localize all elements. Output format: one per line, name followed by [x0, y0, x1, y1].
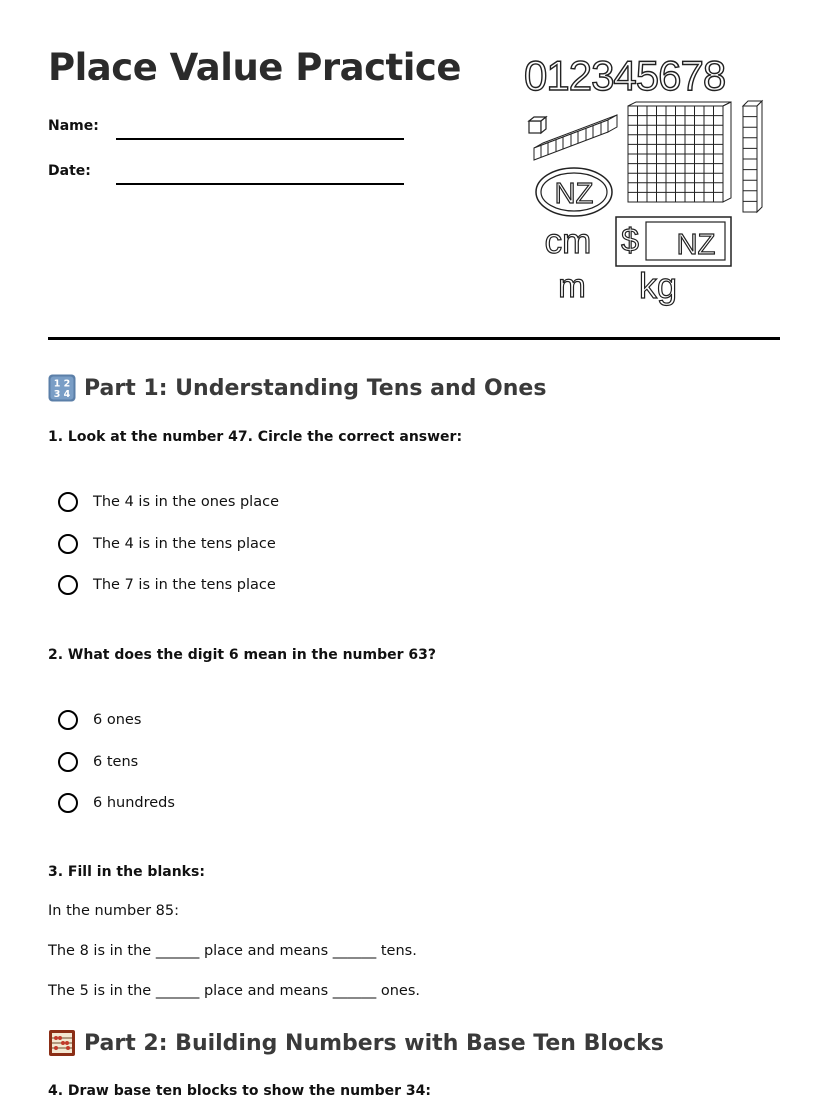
q1-option-3[interactable] [58, 575, 276, 595]
answer-circle[interactable] [58, 492, 78, 512]
answer-circle[interactable] [58, 752, 78, 772]
header-divider [48, 337, 780, 340]
q2-option-1[interactable] [58, 710, 141, 730]
vertical-rod-icon [743, 101, 762, 212]
question-3-prompt: 3. Fill in the blanks: [48, 864, 205, 880]
part2-heading-text: Part 2: Building Numbers with Base Ten Blocks [84, 1030, 664, 1056]
q2-option-1-label: 6 ones [93, 712, 142, 728]
part2-heading [48, 1029, 664, 1057]
answer-circle[interactable] [58, 534, 78, 554]
nz-coin-label: NZ [554, 178, 594, 210]
q2-option-2-label: 6 tens [93, 754, 139, 770]
q2-option-2[interactable] [58, 752, 138, 772]
unit-cube-icon [529, 117, 546, 133]
date-field[interactable] [116, 183, 404, 185]
numbers-keycap-icon [48, 374, 76, 402]
abacus-icon [48, 1029, 76, 1057]
q1-option-1-label: The 4 is in the ones place [93, 494, 279, 510]
name-field[interactable] [116, 138, 404, 140]
question-2-prompt: 2. What does the digit 6 mean in the number 63? [48, 647, 437, 663]
m-unit: m [558, 267, 586, 304]
part1-heading-text: Part 1: Understanding Tens and Ones [84, 375, 547, 401]
cm-unit: cm [544, 222, 592, 261]
q1-option-3-label: The 7 is in the tens place [93, 577, 276, 593]
page-title: Place Value Practice [48, 46, 461, 89]
q3-blank-line-1[interactable]: The 8 is in the ______ place and means ______ tens. [48, 943, 417, 959]
hundred-flat-icon [628, 102, 731, 202]
place-value-illustration [520, 48, 770, 316]
q3-blank-line-2[interactable]: The 5 is in the ______ place and means ______ ones. [48, 983, 420, 999]
nz-coin-icon [536, 168, 612, 216]
kg-unit: kg [638, 265, 678, 306]
q1-option-2-label: The 4 is in the tens place [93, 536, 276, 552]
q1-option-1[interactable] [58, 492, 279, 512]
answer-circle[interactable] [58, 793, 78, 813]
svg-text:3 4: 3 4 [53, 389, 71, 400]
q3-intro: In the number 85: [48, 903, 180, 919]
answer-circle[interactable] [58, 575, 78, 595]
date-label: Date: [48, 163, 91, 179]
q2-option-3-label: 6 hundreds [93, 795, 175, 811]
banknote-label: NZ [676, 229, 716, 261]
svg-text:1 2: 1 2 [53, 378, 71, 390]
nz-banknote-icon [616, 217, 731, 266]
q1-option-2[interactable] [58, 534, 276, 554]
q2-option-3[interactable] [58, 793, 175, 813]
part1-heading [48, 374, 546, 402]
digits-outline: 012345678 [524, 52, 726, 99]
dollar-sign-icon: $ [621, 222, 639, 258]
question-1-prompt: 1. Look at the number 47. Circle the correct answer: [48, 429, 463, 445]
answer-circle[interactable] [58, 710, 78, 730]
question-4-prompt: 4. Draw base ten blocks to show the number 34: [48, 1083, 432, 1099]
name-label: Name: [48, 118, 99, 134]
